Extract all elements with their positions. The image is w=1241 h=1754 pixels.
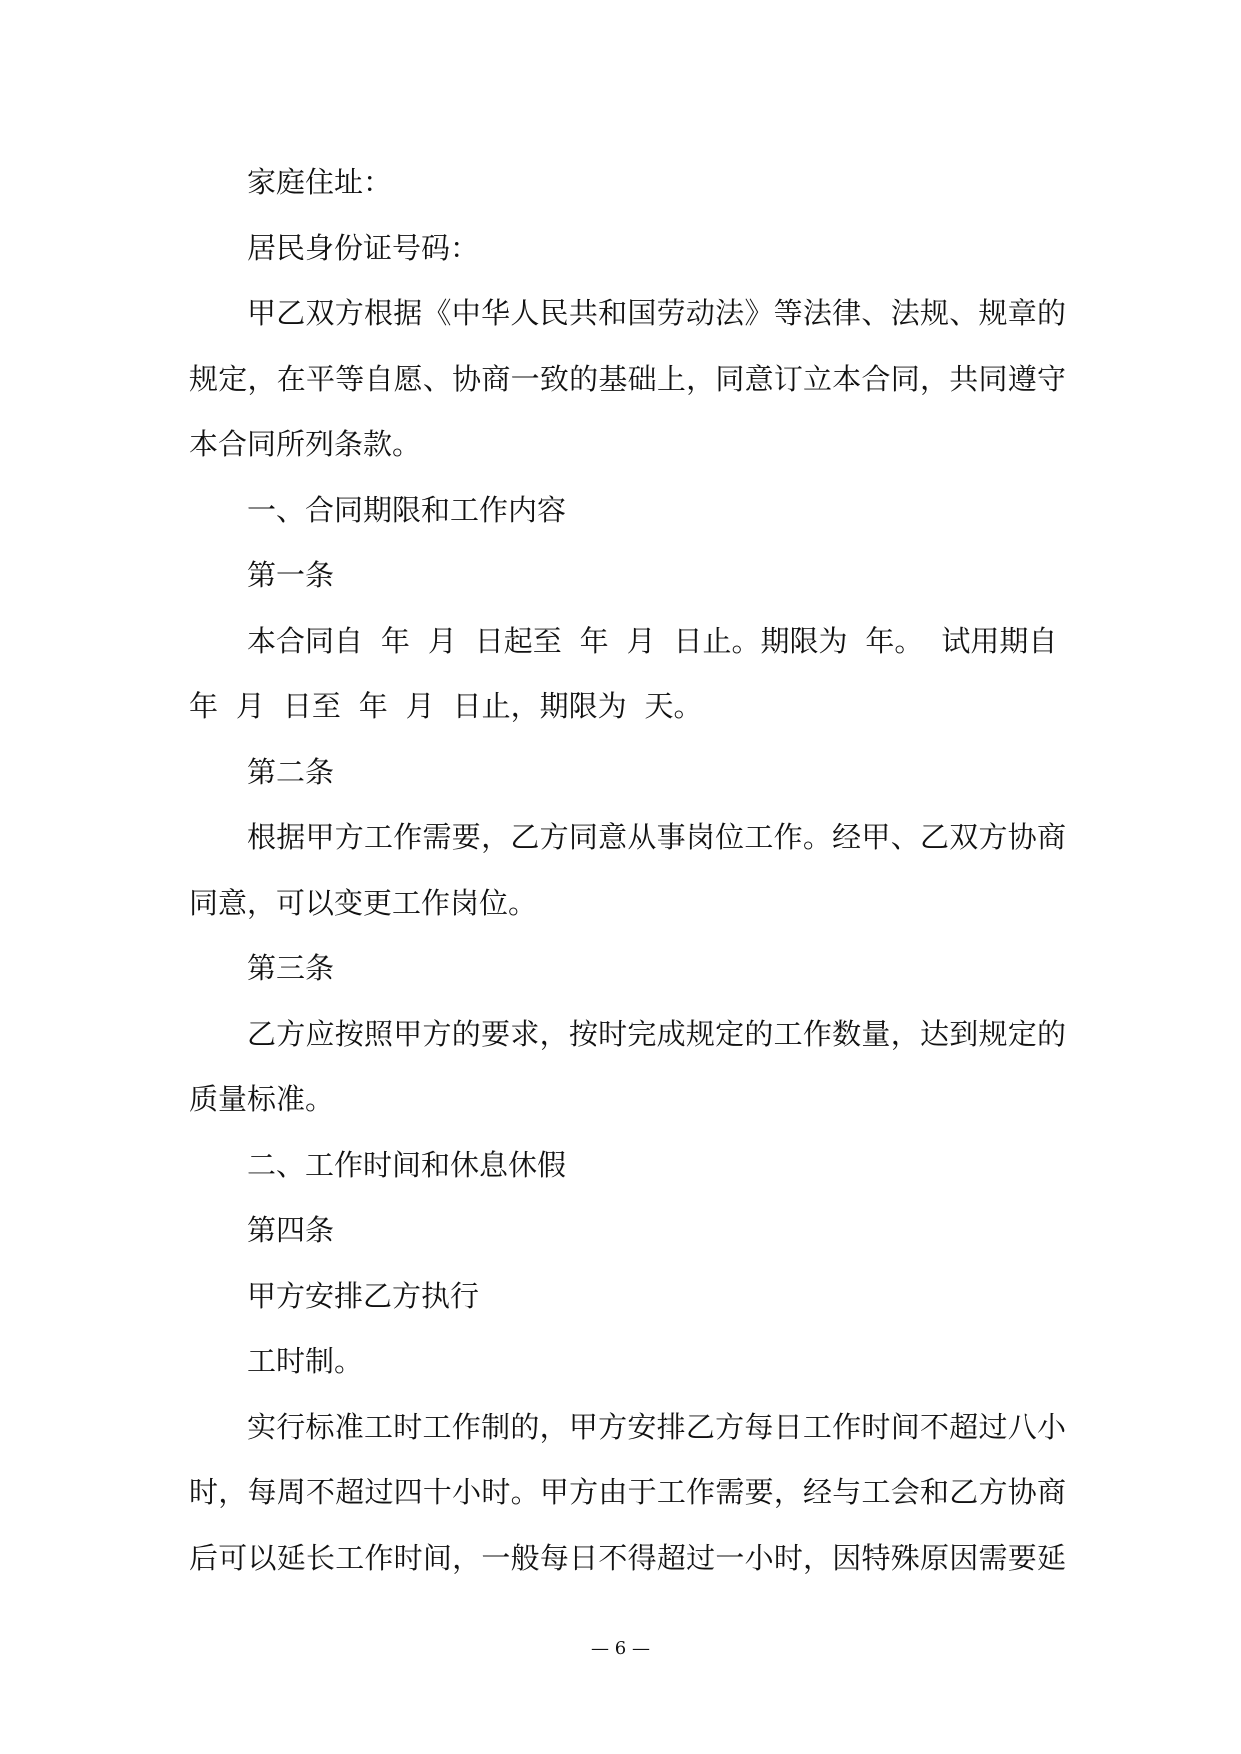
text-line: 甲乙双方根据《中华人民共和国劳动法》等法律、法规、规章的 xyxy=(247,296,1066,330)
id-number-label: 居民身份证号码： xyxy=(247,230,480,265)
section-heading-text: 二、工作时间和休息休假 xyxy=(247,1147,567,1182)
text-line: 根据甲方工作需要，乙方同意从事岗位工作。经甲、乙双方协商 xyxy=(247,820,1066,854)
article-heading-text: 第二条 xyxy=(247,754,335,789)
text-line: 本合同自 年 月 日起至 年 月 日止。期限为 年。 试用期自 xyxy=(247,623,1058,658)
text-line: 后可以延长工作时间，一般每日不得超过一小时，因特殊原因需要延 xyxy=(189,1540,1066,1575)
page-number: — 6 — xyxy=(591,1638,650,1659)
article-heading xyxy=(189,740,1066,806)
preamble-paragraph xyxy=(189,281,1066,478)
section-heading xyxy=(189,1133,1066,1199)
text-line: 工时制。 xyxy=(247,1344,364,1378)
article-heading-text: 第三条 xyxy=(247,951,335,985)
article-paragraph xyxy=(189,1002,1066,1133)
article-paragraph xyxy=(189,1395,1066,1592)
text-line: 乙方应按照甲方的要求，按时完成规定的工作数量，达到规定的 xyxy=(247,1016,1066,1051)
section-heading xyxy=(189,478,1066,544)
text-line: 质量标准。 xyxy=(189,1082,335,1116)
article-heading xyxy=(189,936,1066,1002)
text-line: 甲方安排乙方执行 xyxy=(247,1278,480,1313)
article-heading-text: 第一条 xyxy=(247,558,335,592)
text-line: 规定，在平等自愿、协商一致的基础上，同意订立本合同，共同遵守 xyxy=(189,361,1066,396)
text-line: 年 月 日至 年 月 日止，期限为 天。 xyxy=(189,689,703,723)
article-paragraph xyxy=(189,1264,1066,1330)
text-line: 实行标准工时工作制的，甲方安排乙方每日工作时间不超过八小 xyxy=(247,1409,1066,1444)
section-heading-text: 一、合同期限和工作内容 xyxy=(247,492,567,527)
article-heading xyxy=(189,1198,1066,1264)
article-paragraph xyxy=(189,805,1066,936)
id-number-field xyxy=(189,216,1066,282)
article-heading xyxy=(189,543,1066,609)
article-paragraph xyxy=(189,609,1066,740)
home-address-field xyxy=(189,150,1066,216)
text-line: 同意，可以变更工作岗位。 xyxy=(189,885,538,920)
home-address-label: 家庭住址： xyxy=(247,165,393,199)
document-body xyxy=(189,150,1066,1591)
text-line: 本合同所列条款。 xyxy=(189,427,422,461)
text-line: 时，每周不超过四十小时。甲方由于工作需要，经与工会和乙方协商 xyxy=(189,1475,1066,1509)
article-heading-text: 第四条 xyxy=(247,1213,335,1247)
article-paragraph xyxy=(189,1329,1066,1395)
